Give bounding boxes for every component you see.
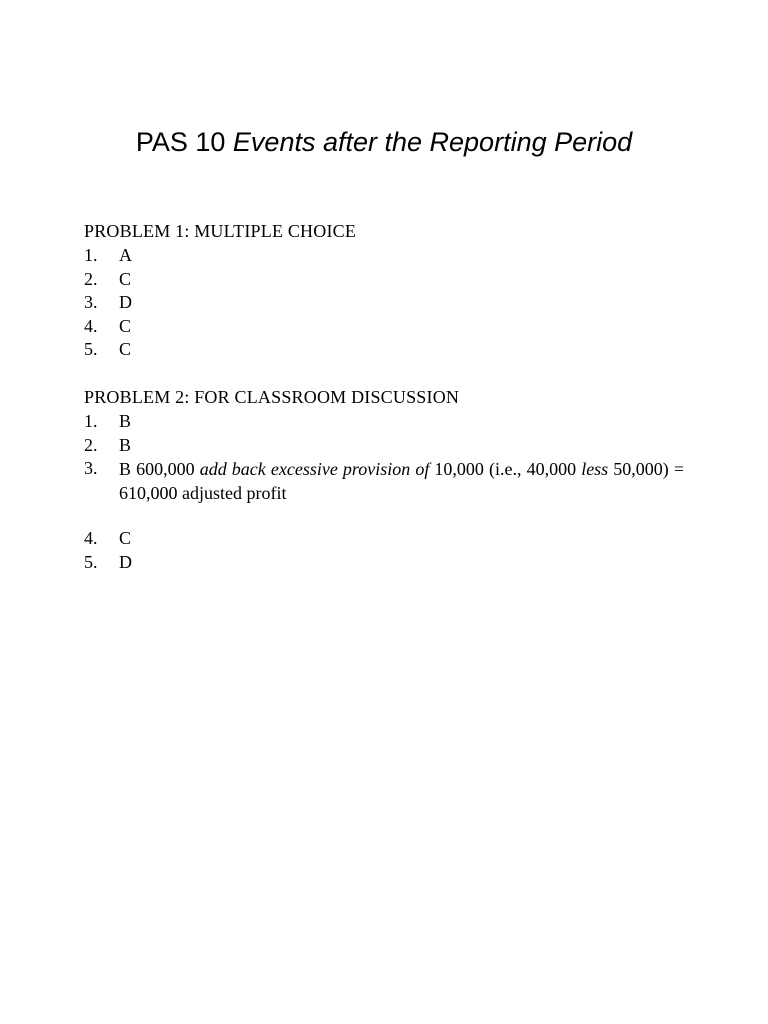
- item-number: 5.: [84, 339, 98, 359]
- title-prefix: PAS 10: [135, 127, 226, 157]
- item-answer: B: [119, 411, 132, 431]
- explanation-amount-1: 600,000: [136, 459, 195, 479]
- item-number: 4.: [84, 528, 98, 548]
- item-number: 2.: [84, 268, 98, 289]
- list-item: [84, 434, 684, 458]
- item-answer: D: [119, 292, 132, 312]
- item-answer: C: [119, 315, 132, 336]
- list-item: [84, 527, 684, 551]
- item-answer: B: [119, 434, 132, 455]
- list-item: [84, 268, 684, 292]
- item-body: [119, 457, 684, 505]
- item-number: 3.: [84, 458, 98, 478]
- item-answer: C: [119, 528, 132, 548]
- list-item: [84, 315, 684, 339]
- problem-2-section: [84, 384, 684, 574]
- list-item: [84, 244, 684, 268]
- explanation-phrase-2: less: [581, 459, 609, 479]
- page-title: [84, 126, 684, 159]
- list-item: [84, 291, 684, 315]
- item-answer: C: [119, 339, 132, 359]
- explanation-phrase-1: add back excessive provision of: [199, 459, 430, 479]
- item-answer: B: [119, 459, 132, 479]
- list-item: [84, 410, 684, 434]
- item-number: 1.: [84, 411, 98, 431]
- item-answer: A: [119, 245, 132, 265]
- explanation-amount-2: 10,000 (i.e., 40,000: [434, 459, 577, 479]
- item-number: 3.: [84, 292, 98, 312]
- explanation-amount-3: 50,000) = 610,000 adjusted profit: [119, 459, 685, 503]
- item-answer: C: [119, 268, 132, 289]
- list-item: [84, 338, 684, 362]
- item-answer: D: [119, 551, 132, 572]
- item-number: 5.: [84, 551, 98, 572]
- title-italic: Events after the Reporting Period: [232, 127, 633, 157]
- problem-1-heading: PROBLEM 1: MULTIPLE CHOICE: [84, 221, 357, 241]
- item-number: 1.: [84, 245, 98, 265]
- list-item-with-explanation: [84, 457, 684, 527]
- problem-2-heading: PROBLEM 2: FOR CLASSROOM DISCUSSION: [84, 387, 460, 407]
- item-number: 2.: [84, 434, 98, 455]
- item-number: 4.: [84, 315, 98, 336]
- problem-1-section: [84, 218, 684, 362]
- list-item: [84, 551, 684, 575]
